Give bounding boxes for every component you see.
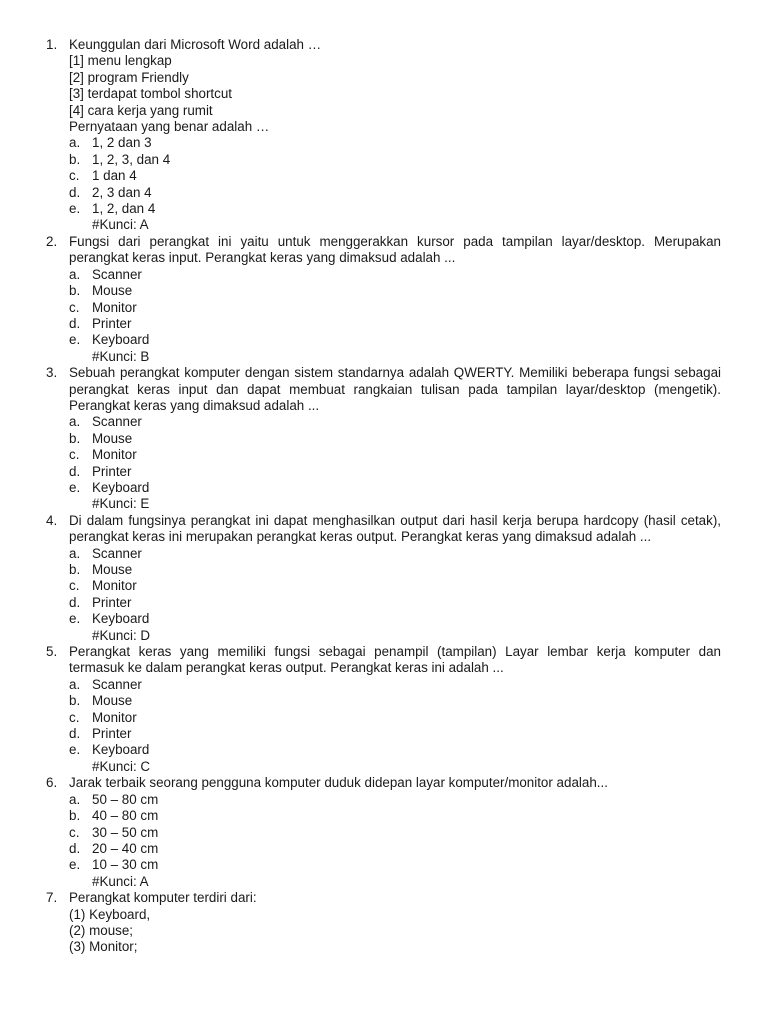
question-number: 4.: [46, 512, 58, 528]
answer-option: [69, 464, 721, 480]
option-text: Monitor: [92, 299, 137, 315]
answer-key: #Kunci: D: [92, 627, 151, 643]
question-text: Di dalam fungsinya perangkat ini dapat menghasilkan output dari hasil kerja berupa hardcopy (hasil cetak), perangkat keras ini merupakan perangkat keras output. Perangkat keras yang dimaksud adalah ...: [69, 512, 721, 545]
option-letter: b.: [69, 808, 81, 824]
option-text: 10 – 30 cm: [92, 857, 159, 873]
question-text: Keunggulan dari Microsoft Word adalah …: [69, 37, 322, 52]
question-text: Jarak terbaik seorang pengguna komputer duduk didepan layar komputer/monitor adalah...: [69, 775, 608, 791]
option-text: Mouse: [92, 693, 133, 709]
answer-option: [69, 710, 721, 726]
question-3: [46, 365, 721, 513]
option-letter: e.: [69, 611, 81, 627]
answer-option: [69, 283, 721, 299]
option-letter: a.: [69, 791, 81, 807]
option-text: Scanner: [92, 266, 142, 282]
answer-option: [69, 562, 721, 578]
option-letter: c.: [69, 299, 80, 315]
option-text: Scanner: [92, 676, 142, 692]
answer-option: [69, 611, 721, 627]
answer-option: [69, 316, 721, 332]
option-text: Printer: [92, 594, 132, 610]
answer-option: [69, 431, 721, 447]
option-letter: e.: [69, 201, 81, 217]
option-text: Keyboard: [92, 332, 150, 348]
option-letter: d.: [69, 315, 81, 331]
answer-option: [69, 185, 721, 201]
question-1: [46, 37, 721, 234]
answer-option: [69, 201, 721, 217]
answer-option: [69, 300, 721, 316]
option-letter: a.: [69, 676, 81, 692]
option-letter: c.: [69, 447, 80, 463]
option-text: Monitor: [92, 578, 137, 594]
answer-option: [69, 546, 721, 562]
option-text: Scanner: [92, 414, 142, 430]
answer-option: [69, 808, 721, 824]
question-4: [46, 512, 721, 644]
answer-key: #Kunci: E: [92, 496, 150, 512]
answer-key: #Kunci: B: [92, 348, 150, 364]
option-text: Printer: [92, 463, 132, 479]
option-letter: b.: [69, 693, 81, 709]
answer-option: [69, 447, 721, 463]
option-text: Printer: [92, 315, 132, 331]
option-letter: e.: [69, 857, 81, 873]
option-text: 40 – 80 cm: [92, 808, 159, 824]
answer-option: [69, 857, 721, 873]
option-text: 1, 2, 3, dan 4: [92, 151, 171, 167]
statement-item: (1) Keyboard,: [69, 906, 151, 922]
option-letter: b.: [69, 562, 81, 577]
option-letter: b.: [69, 430, 81, 446]
option-text: Mouse: [92, 430, 133, 446]
answer-option: [69, 135, 721, 151]
statement-item: (2) mouse;: [69, 922, 133, 938]
question-text: Perangkat komputer terdiri dari:: [69, 890, 257, 906]
statement-item: [3] terdapat tombol shortcut: [69, 86, 233, 102]
option-letter: a.: [69, 135, 81, 151]
option-text: Mouse: [92, 562, 133, 577]
question-number: 3.: [46, 365, 58, 381]
option-letter: e.: [69, 332, 81, 348]
answer-key: #Kunci: A: [92, 873, 149, 889]
option-text: Printer: [92, 726, 132, 742]
option-letter: d.: [69, 184, 81, 200]
option-text: Keyboard: [92, 611, 150, 627]
option-text: 20 – 40 cm: [92, 840, 159, 856]
option-letter: a.: [69, 266, 81, 282]
question-number: 6.: [46, 775, 58, 791]
option-letter: e.: [69, 479, 81, 495]
option-text: 1 dan 4: [92, 168, 137, 184]
option-letter: b.: [69, 151, 81, 167]
answer-key: #Kunci: C: [92, 758, 151, 774]
option-text: Keyboard: [92, 742, 150, 758]
answer-option: [69, 792, 721, 808]
option-letter: a.: [69, 414, 81, 430]
option-letter: e.: [69, 742, 81, 758]
answer-option: [69, 595, 721, 611]
statement-item: [4] cara kerja yang rumit: [69, 102, 213, 118]
question-number: 7.: [46, 890, 58, 906]
question-6: [46, 775, 721, 890]
option-letter: b.: [69, 283, 81, 299]
option-text: 30 – 50 cm: [92, 824, 159, 840]
question-2: [46, 233, 721, 365]
answer-option: [69, 152, 721, 168]
answer-option: [69, 677, 721, 693]
question-text: Sebuah perangkat komputer dengan sistem standarnya adalah QWERTY. Memiliki beberapa fungsi sebagai perangkat keras input dan dapat membuat rangkaian tulisan pada tampilan layar/desktop (mengetik). Perangkat keras yang dimaksud adalah ...: [69, 365, 721, 413]
question-number: 1.: [46, 37, 58, 52]
answer-option: [69, 693, 721, 709]
answer-key: #Kunci: A: [92, 217, 149, 233]
question-7: [46, 890, 721, 956]
answer-option: [69, 825, 721, 841]
question-text: Fungsi dari perangkat ini yaitu untuk menggerakkan kursor pada tampilan layar/desktop. Merupakan perangkat keras input. Perangkat keras yang dimaksud adalah ...: [69, 233, 721, 266]
statement-item: [2] program Friendly: [69, 69, 189, 85]
question-5: [46, 644, 721, 775]
option-text: 50 – 80 cm: [92, 791, 159, 807]
document-page: [0, 37, 768, 956]
statement-item: [1] menu lengkap: [69, 53, 172, 69]
question-prompt: Pernyataan yang benar adalah …: [69, 119, 270, 135]
answer-option: [69, 414, 721, 430]
option-letter: d.: [69, 594, 81, 610]
option-letter: a.: [69, 545, 81, 561]
question-number: 2.: [46, 233, 58, 249]
option-letter: c.: [69, 168, 80, 184]
option-text: Scanner: [92, 545, 142, 561]
option-text: 1, 2, dan 4: [92, 201, 156, 217]
option-text: Mouse: [92, 283, 133, 299]
answer-option: [69, 480, 721, 496]
option-letter: c.: [69, 709, 80, 725]
statement-item: (3) Monitor;: [69, 939, 138, 955]
option-text: 2, 3 dan 4: [92, 184, 152, 200]
option-text: 1, 2 dan 3: [92, 135, 152, 151]
option-letter: c.: [69, 578, 80, 594]
answer-option: [69, 578, 721, 594]
answer-option: [69, 267, 721, 283]
question-number: 5.: [46, 644, 58, 660]
option-text: Keyboard: [92, 479, 150, 495]
answer-option: [69, 168, 721, 184]
option-letter: d.: [69, 463, 81, 479]
answer-option: [69, 742, 721, 758]
option-text: Monitor: [92, 447, 137, 463]
answer-option: [69, 332, 721, 348]
answer-option: [69, 841, 721, 857]
option-letter: d.: [69, 726, 81, 742]
option-letter: d.: [69, 840, 81, 856]
option-letter: c.: [69, 824, 80, 840]
answer-option: [69, 726, 721, 742]
question-text: Perangkat keras yang memiliki fungsi sebagai penampil (tampilan) Layar lembar kerja komputer dan termasuk ke dalam perangkat keras output. Perangkat keras ini adalah ...: [69, 644, 721, 676]
option-text: Monitor: [92, 709, 137, 725]
